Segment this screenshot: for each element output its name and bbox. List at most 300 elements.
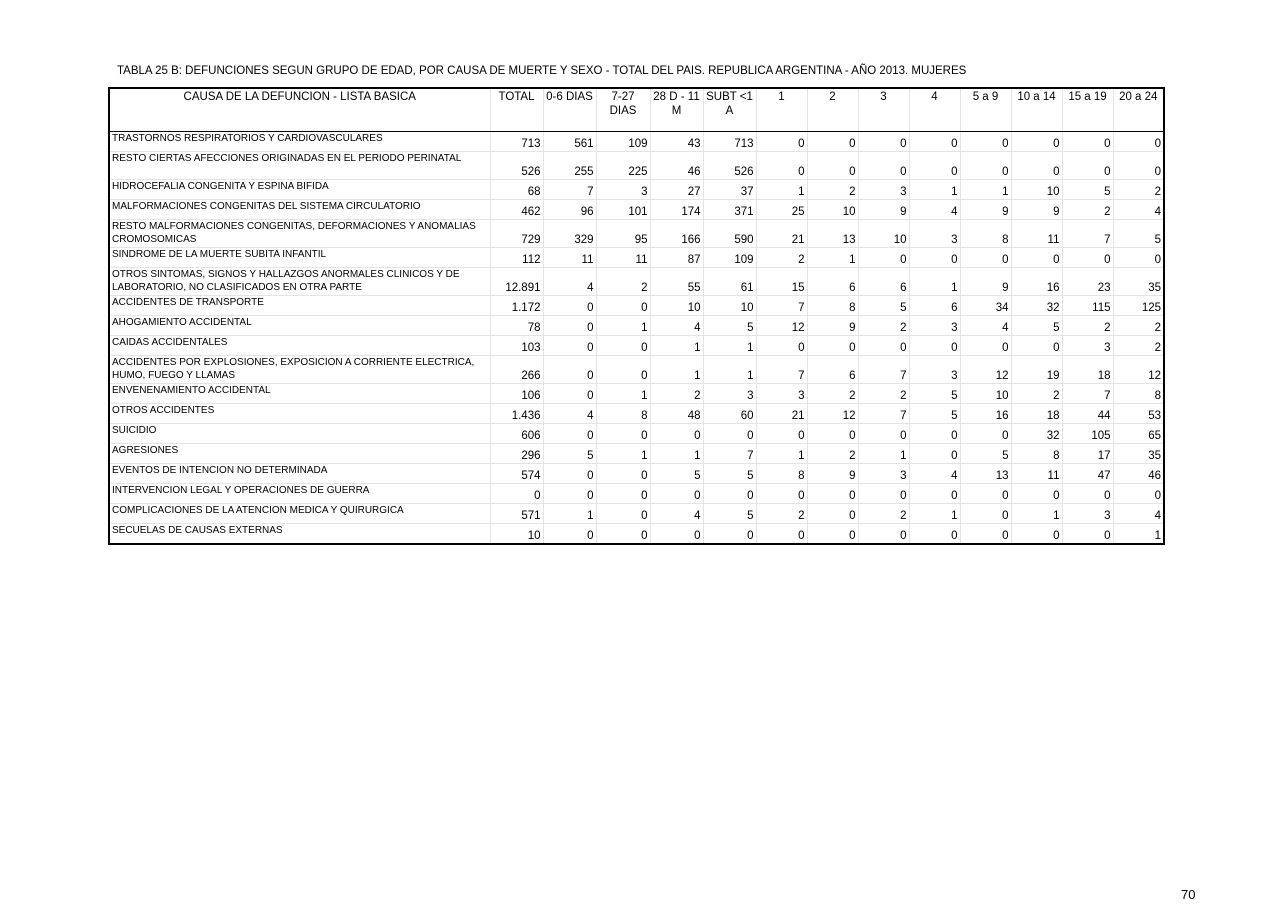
- value-cell: 0: [703, 524, 756, 545]
- value-cell: 1: [858, 444, 909, 464]
- value-cell: 2: [1113, 180, 1164, 200]
- value-cell: 10: [858, 220, 909, 248]
- column-header: 28 D - 11 M: [650, 88, 703, 132]
- value-cell: 3: [756, 384, 807, 404]
- value-cell: 11: [596, 248, 650, 268]
- value-cell: 561: [543, 132, 596, 152]
- value-cell: 12: [807, 404, 858, 424]
- value-cell: 2: [1011, 384, 1062, 404]
- value-cell: 0: [596, 296, 650, 316]
- value-cell: 3: [909, 316, 960, 336]
- value-cell: 0: [1011, 484, 1062, 504]
- value-cell: 0: [807, 424, 858, 444]
- column-header: 3: [858, 88, 909, 132]
- cause-cell: AHOGAMIENTO ACCIDENTAL: [109, 316, 490, 336]
- table-row: [109, 444, 1164, 464]
- value-cell: 0: [596, 484, 650, 504]
- value-cell: 606: [490, 424, 543, 444]
- value-cell: 34: [960, 296, 1011, 316]
- value-cell: 1.436: [490, 404, 543, 424]
- value-cell: 0: [596, 464, 650, 484]
- value-cell: 7: [858, 404, 909, 424]
- column-header: 10 a 14: [1011, 88, 1062, 132]
- cause-cell: SUICIDIO: [109, 424, 490, 444]
- table-row: [109, 484, 1164, 504]
- column-header: 2: [807, 88, 858, 132]
- value-cell: 2: [1113, 336, 1164, 356]
- cause-cell: SECUELAS DE CAUSAS EXTERNAS: [109, 524, 490, 545]
- value-cell: 0: [909, 424, 960, 444]
- value-cell: 1: [650, 444, 703, 464]
- value-cell: 2: [1062, 200, 1113, 220]
- value-cell: 0: [960, 132, 1011, 152]
- table-row: [109, 132, 1164, 152]
- value-cell: 0: [756, 524, 807, 545]
- value-cell: 2: [858, 504, 909, 524]
- value-cell: 8: [807, 296, 858, 316]
- value-cell: 2: [650, 384, 703, 404]
- value-cell: 0: [1062, 524, 1113, 545]
- value-cell: 0: [596, 424, 650, 444]
- value-cell: 19: [1011, 356, 1062, 384]
- value-cell: 0: [543, 484, 596, 504]
- value-cell: 174: [650, 200, 703, 220]
- value-cell: 0: [1062, 132, 1113, 152]
- value-cell: 5: [909, 404, 960, 424]
- cause-cell: HIDROCEFALIA CONGENITA Y ESPINA BIFIDA: [109, 180, 490, 200]
- value-cell: 10: [490, 524, 543, 545]
- value-cell: 166: [650, 220, 703, 248]
- value-cell: 0: [703, 484, 756, 504]
- value-cell: 0: [543, 464, 596, 484]
- value-cell: 0: [858, 484, 909, 504]
- value-cell: 0: [909, 524, 960, 545]
- value-cell: 1: [596, 384, 650, 404]
- value-cell: 3: [909, 220, 960, 248]
- value-cell: 0: [543, 524, 596, 545]
- table-row: [109, 200, 1164, 220]
- cause-cell: MALFORMACIONES CONGENITAS DEL SISTEMA CIRCULATORIO: [109, 200, 490, 220]
- table-row: [109, 384, 1164, 404]
- value-cell: 0: [858, 524, 909, 545]
- value-cell: 4: [909, 464, 960, 484]
- value-cell: 0: [543, 336, 596, 356]
- value-cell: 0: [909, 152, 960, 180]
- value-cell: 15: [756, 268, 807, 296]
- value-cell: 574: [490, 464, 543, 484]
- value-cell: 16: [960, 404, 1011, 424]
- value-cell: 16: [1011, 268, 1062, 296]
- value-cell: 18: [1011, 404, 1062, 424]
- value-cell: 35: [1113, 444, 1164, 464]
- value-cell: 78: [490, 316, 543, 336]
- value-cell: 1: [807, 248, 858, 268]
- value-cell: 5: [703, 464, 756, 484]
- value-cell: 11: [1011, 464, 1062, 484]
- value-cell: 9: [807, 464, 858, 484]
- table-row: [109, 248, 1164, 268]
- value-cell: 1: [1113, 524, 1164, 545]
- value-cell: 43: [650, 132, 703, 152]
- value-cell: 0: [807, 484, 858, 504]
- value-cell: 21: [756, 220, 807, 248]
- cause-cell: SINDROME DE LA MUERTE SUBITA INFANTIL: [109, 248, 490, 268]
- value-cell: 12.891: [490, 268, 543, 296]
- value-cell: 2: [858, 316, 909, 336]
- value-cell: 25: [756, 200, 807, 220]
- cause-cell: OTROS SINTOMAS, SIGNOS Y HALLAZGOS ANORMALES CLINICOS Y DE LABORATORIO, NO CLASIFICADOS EN OTRA PARTE: [109, 268, 490, 296]
- value-cell: 21: [756, 404, 807, 424]
- column-header: 20 a 24: [1113, 88, 1164, 132]
- value-cell: 0: [960, 484, 1011, 504]
- value-cell: 87: [650, 248, 703, 268]
- cause-cell: EVENTOS DE INTENCION NO DETERMINADA: [109, 464, 490, 484]
- value-cell: 12: [1113, 356, 1164, 384]
- value-cell: 0: [909, 336, 960, 356]
- value-cell: 225: [596, 152, 650, 180]
- value-cell: 1: [703, 336, 756, 356]
- value-cell: 2: [756, 248, 807, 268]
- value-cell: 7: [703, 444, 756, 464]
- value-cell: 0: [1113, 248, 1164, 268]
- value-cell: 3: [909, 356, 960, 384]
- value-cell: 6: [909, 296, 960, 316]
- value-cell: 4: [1113, 504, 1164, 524]
- column-header: 7-27 DIAS: [596, 88, 650, 132]
- cause-cell: COMPLICACIONES DE LA ATENCION MEDICA Y QUIRURGICA: [109, 504, 490, 524]
- value-cell: 2: [807, 384, 858, 404]
- value-cell: 10: [807, 200, 858, 220]
- value-cell: 0: [909, 248, 960, 268]
- table-row: [109, 524, 1164, 545]
- value-cell: 9: [1011, 200, 1062, 220]
- value-cell: 1: [596, 444, 650, 464]
- value-cell: 3: [1062, 336, 1113, 356]
- value-cell: 5: [858, 296, 909, 316]
- value-cell: 10: [960, 384, 1011, 404]
- value-cell: 1: [960, 180, 1011, 200]
- cause-cell: CAIDAS ACCIDENTALES: [109, 336, 490, 356]
- value-cell: 0: [807, 524, 858, 545]
- value-cell: 112: [490, 248, 543, 268]
- value-cell: 0: [960, 152, 1011, 180]
- value-cell: 0: [543, 424, 596, 444]
- value-cell: 11: [1011, 220, 1062, 248]
- cause-cell: RESTO MALFORMACIONES CONGENITAS, DEFORMACIONES Y ANOMALIAS CROMOSOMICAS: [109, 220, 490, 248]
- value-cell: 65: [1113, 424, 1164, 444]
- cause-cell: RESTO CIERTAS AFECCIONES ORIGINADAS EN EL PERIODO PERINATAL: [109, 152, 490, 180]
- column-header: SUBT <1 A: [703, 88, 756, 132]
- value-cell: 0: [756, 424, 807, 444]
- cause-cell: TRASTORNOS RESPIRATORIOS Y CARDIOVASCULARES: [109, 132, 490, 152]
- value-cell: 0: [756, 484, 807, 504]
- value-cell: 0: [807, 336, 858, 356]
- value-cell: 32: [1011, 296, 1062, 316]
- value-cell: 0: [543, 384, 596, 404]
- value-cell: 296: [490, 444, 543, 464]
- value-cell: 0: [650, 424, 703, 444]
- value-cell: 68: [490, 180, 543, 200]
- value-cell: 0: [909, 484, 960, 504]
- value-cell: 10: [1011, 180, 1062, 200]
- value-cell: 0: [756, 152, 807, 180]
- value-cell: 5: [543, 444, 596, 464]
- value-cell: 1: [650, 356, 703, 384]
- value-cell: 0: [909, 132, 960, 152]
- cause-cell: OTROS ACCIDENTES: [109, 404, 490, 424]
- value-cell: 0: [596, 356, 650, 384]
- value-cell: 0: [960, 336, 1011, 356]
- value-cell: 590: [703, 220, 756, 248]
- value-cell: 5: [1011, 316, 1062, 336]
- value-cell: 5: [703, 316, 756, 336]
- value-cell: 7: [1062, 384, 1113, 404]
- value-cell: 0: [807, 504, 858, 524]
- column-header: 1: [756, 88, 807, 132]
- column-header: TOTAL: [490, 88, 543, 132]
- value-cell: 13: [960, 464, 1011, 484]
- value-cell: 125: [1113, 296, 1164, 316]
- value-cell: 3: [858, 180, 909, 200]
- value-cell: 7: [543, 180, 596, 200]
- table-title: TABLA 25 B: DEFUNCIONES SEGUN GRUPO DE EDAD, POR CAUSA DE MUERTE Y SEXO - TOTAL DEL PAIS. REPUBLICA ARGENTINA - AÑO 2013. MUJERES: [117, 65, 967, 77]
- value-cell: 3: [596, 180, 650, 200]
- value-cell: 27: [650, 180, 703, 200]
- value-cell: 0: [596, 336, 650, 356]
- value-cell: 0: [596, 524, 650, 545]
- value-cell: 0: [650, 484, 703, 504]
- value-cell: 12: [756, 316, 807, 336]
- value-cell: 5: [960, 444, 1011, 464]
- value-cell: 48: [650, 404, 703, 424]
- value-cell: 1: [756, 180, 807, 200]
- value-cell: 1: [909, 180, 960, 200]
- column-header: 4: [909, 88, 960, 132]
- column-header: 0-6 DIAS: [543, 88, 596, 132]
- value-cell: 2: [858, 384, 909, 404]
- cause-cell: AGRESIONES: [109, 444, 490, 464]
- value-cell: 8: [596, 404, 650, 424]
- value-cell: 1.172: [490, 296, 543, 316]
- value-cell: 23: [1062, 268, 1113, 296]
- value-cell: 0: [703, 424, 756, 444]
- table-row: [109, 336, 1164, 356]
- value-cell: 0: [960, 504, 1011, 524]
- value-cell: 4: [1113, 200, 1164, 220]
- table-body: [109, 132, 1164, 545]
- value-cell: 8: [1113, 384, 1164, 404]
- value-cell: 1: [543, 504, 596, 524]
- value-cell: 7: [756, 356, 807, 384]
- value-cell: 0: [858, 424, 909, 444]
- value-cell: 0: [960, 248, 1011, 268]
- value-cell: 729: [490, 220, 543, 248]
- value-cell: 9: [960, 268, 1011, 296]
- value-cell: 37: [703, 180, 756, 200]
- column-header: 15 a 19: [1062, 88, 1113, 132]
- value-cell: 0: [543, 316, 596, 336]
- value-cell: 3: [858, 464, 909, 484]
- header-row: [109, 88, 1164, 132]
- value-cell: 7: [858, 356, 909, 384]
- table-row: [109, 424, 1164, 444]
- table-row: [109, 316, 1164, 336]
- value-cell: 1: [650, 336, 703, 356]
- value-cell: 266: [490, 356, 543, 384]
- cause-cell: ACCIDENTES DE TRANSPORTE: [109, 296, 490, 316]
- value-cell: 5: [650, 464, 703, 484]
- value-cell: 96: [543, 200, 596, 220]
- value-cell: 4: [909, 200, 960, 220]
- value-cell: 0: [596, 504, 650, 524]
- value-cell: 6: [807, 268, 858, 296]
- value-cell: 0: [543, 296, 596, 316]
- value-cell: 0: [1062, 248, 1113, 268]
- value-cell: 0: [1011, 248, 1062, 268]
- value-cell: 0: [1062, 152, 1113, 180]
- value-cell: 1: [703, 356, 756, 384]
- value-cell: 255: [543, 152, 596, 180]
- value-cell: 1: [909, 504, 960, 524]
- value-cell: 5: [1062, 180, 1113, 200]
- value-cell: 2: [807, 180, 858, 200]
- value-cell: 53: [1113, 404, 1164, 424]
- value-cell: 0: [1011, 152, 1062, 180]
- value-cell: 7: [1062, 220, 1113, 248]
- cause-cell: ACCIDENTES POR EXPLOSIONES, EXPOSICION A CORRIENTE ELECTRICA, HUMO, FUEGO Y LLAMAS: [109, 356, 490, 384]
- value-cell: 6: [858, 268, 909, 296]
- value-cell: 9: [960, 200, 1011, 220]
- value-cell: 0: [909, 444, 960, 464]
- value-cell: 17: [1062, 444, 1113, 464]
- value-cell: 4: [543, 404, 596, 424]
- value-cell: 11: [543, 248, 596, 268]
- value-cell: 5: [909, 384, 960, 404]
- value-cell: 103: [490, 336, 543, 356]
- value-cell: 0: [960, 424, 1011, 444]
- table-row: [109, 296, 1164, 316]
- value-cell: 571: [490, 504, 543, 524]
- table-row: [109, 180, 1164, 200]
- value-cell: 0: [1113, 132, 1164, 152]
- value-cell: 713: [490, 132, 543, 152]
- value-cell: 2: [756, 504, 807, 524]
- value-cell: 2: [1062, 316, 1113, 336]
- value-cell: 0: [858, 248, 909, 268]
- value-cell: 2: [807, 444, 858, 464]
- value-cell: 115: [1062, 296, 1113, 316]
- column-header-cause: CAUSA DE LA DEFUNCION - LISTA BASICA: [109, 88, 490, 132]
- value-cell: 1: [756, 444, 807, 464]
- value-cell: 12: [960, 356, 1011, 384]
- value-cell: 105: [1062, 424, 1113, 444]
- table-row: [109, 268, 1164, 296]
- value-cell: 44: [1062, 404, 1113, 424]
- value-cell: 0: [1113, 152, 1164, 180]
- table-row: [109, 220, 1164, 248]
- value-cell: 18: [1062, 356, 1113, 384]
- value-cell: 8: [756, 464, 807, 484]
- value-cell: 55: [650, 268, 703, 296]
- value-cell: 9: [807, 316, 858, 336]
- value-cell: 526: [703, 152, 756, 180]
- table-row: [109, 356, 1164, 384]
- value-cell: 60: [703, 404, 756, 424]
- value-cell: 10: [650, 296, 703, 316]
- value-cell: 106: [490, 384, 543, 404]
- value-cell: 462: [490, 200, 543, 220]
- value-cell: 2: [1113, 316, 1164, 336]
- value-cell: 5: [1113, 220, 1164, 248]
- table-row: [109, 464, 1164, 484]
- value-cell: 4: [650, 504, 703, 524]
- value-cell: 10: [703, 296, 756, 316]
- value-cell: 0: [858, 132, 909, 152]
- value-cell: 47: [1062, 464, 1113, 484]
- value-cell: 0: [756, 336, 807, 356]
- value-cell: 2: [596, 268, 650, 296]
- value-cell: 0: [1113, 484, 1164, 504]
- value-cell: 4: [543, 268, 596, 296]
- value-cell: 4: [960, 316, 1011, 336]
- page-number: 70: [1181, 887, 1196, 902]
- deaths-table: [108, 87, 1165, 545]
- table-row: [109, 504, 1164, 524]
- value-cell: 0: [858, 336, 909, 356]
- value-cell: 1: [596, 316, 650, 336]
- value-cell: 0: [543, 356, 596, 384]
- value-cell: 109: [596, 132, 650, 152]
- value-cell: 0: [807, 152, 858, 180]
- value-cell: 0: [1011, 336, 1062, 356]
- value-cell: 371: [703, 200, 756, 220]
- value-cell: 526: [490, 152, 543, 180]
- value-cell: 0: [1011, 132, 1062, 152]
- value-cell: 13: [807, 220, 858, 248]
- cause-cell: INTERVENCION LEGAL Y OPERACIONES DE GUERRA: [109, 484, 490, 504]
- value-cell: 46: [1113, 464, 1164, 484]
- cause-cell: ENVENENAMIENTO ACCIDENTAL: [109, 384, 490, 404]
- value-cell: 0: [756, 132, 807, 152]
- column-header: 5 a 9: [960, 88, 1011, 132]
- value-cell: 5: [703, 504, 756, 524]
- value-cell: 0: [807, 132, 858, 152]
- value-cell: 101: [596, 200, 650, 220]
- value-cell: 6: [807, 356, 858, 384]
- value-cell: 109: [703, 248, 756, 268]
- value-cell: 3: [703, 384, 756, 404]
- value-cell: 95: [596, 220, 650, 248]
- value-cell: 7: [756, 296, 807, 316]
- value-cell: 1: [1011, 504, 1062, 524]
- value-cell: 61: [703, 268, 756, 296]
- value-cell: 0: [960, 524, 1011, 545]
- value-cell: 0: [650, 524, 703, 545]
- value-cell: 713: [703, 132, 756, 152]
- table-row: [109, 404, 1164, 424]
- value-cell: 0: [1011, 524, 1062, 545]
- value-cell: 8: [1011, 444, 1062, 464]
- table-row: [109, 152, 1164, 180]
- value-cell: 4: [650, 316, 703, 336]
- value-cell: 46: [650, 152, 703, 180]
- value-cell: 32: [1011, 424, 1062, 444]
- value-cell: 8: [960, 220, 1011, 248]
- value-cell: 1: [909, 268, 960, 296]
- value-cell: 0: [858, 152, 909, 180]
- value-cell: 329: [543, 220, 596, 248]
- value-cell: 9: [858, 200, 909, 220]
